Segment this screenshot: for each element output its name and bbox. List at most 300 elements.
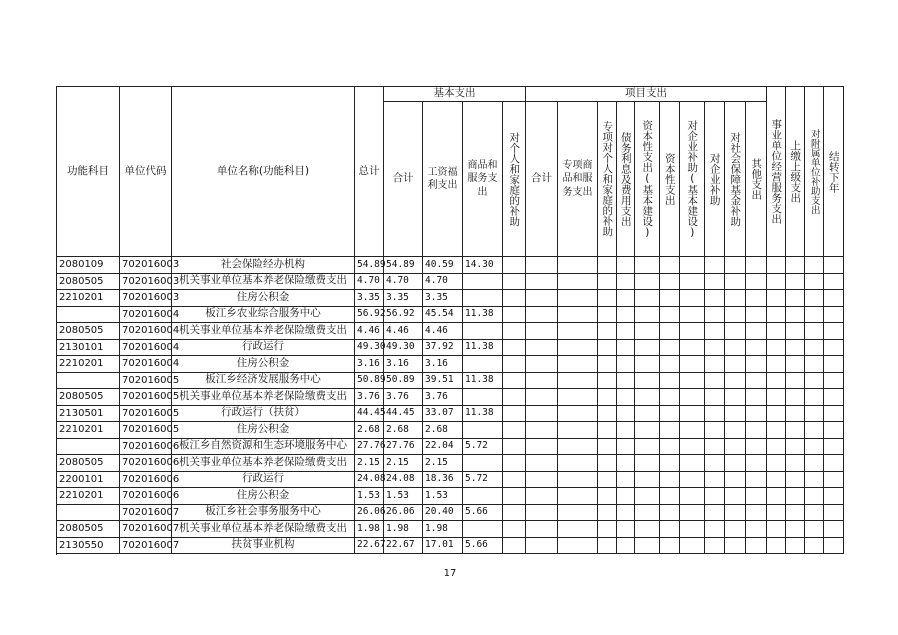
cell-empty bbox=[725, 505, 746, 522]
cell-goods-services: 11.38 bbox=[463, 307, 503, 324]
cell-empty bbox=[805, 439, 824, 456]
cell-empty bbox=[680, 257, 705, 274]
header-business-operations: 事业单位经营服务支出 bbox=[770, 119, 783, 224]
cell-empty bbox=[746, 323, 767, 340]
cell-unit-name: 机关事业单位基本养老保险缴费支出 bbox=[172, 274, 355, 291]
cell-empty bbox=[767, 257, 786, 274]
cell-empty bbox=[660, 274, 680, 291]
cell-empty bbox=[503, 290, 526, 307]
cell-unit-code: 702016004 bbox=[120, 323, 172, 340]
cell-unit-name: 机关事业单位基本养老保险缴费支出 bbox=[172, 323, 355, 340]
header-unit-name: 单位名称(功能科目) bbox=[172, 87, 355, 257]
cell-empty bbox=[725, 439, 746, 456]
cell-empty bbox=[746, 274, 767, 291]
cell-basic-subtotal: 26.06 bbox=[384, 505, 423, 522]
cell-empty bbox=[767, 307, 786, 324]
cell-wages-welfare: 2.15 bbox=[423, 455, 463, 472]
cell-goods-services: 5.66 bbox=[463, 538, 503, 555]
cell-empty bbox=[598, 257, 617, 274]
cell-empty bbox=[635, 389, 660, 406]
cell-wages-welfare: 37.92 bbox=[423, 340, 463, 357]
cell-empty bbox=[617, 373, 635, 390]
cell-wages-welfare: 3.76 bbox=[423, 389, 463, 406]
cell-empty bbox=[526, 340, 558, 357]
cell-empty bbox=[805, 422, 824, 439]
cell-empty bbox=[660, 290, 680, 307]
cell-empty bbox=[660, 406, 680, 423]
cell-total: 22.67 bbox=[355, 538, 384, 555]
cell-empty bbox=[660, 356, 680, 373]
cell-total: 1.53 bbox=[355, 488, 384, 505]
cell-wages-welfare: 2.68 bbox=[423, 422, 463, 439]
cell-empty bbox=[824, 406, 844, 423]
cell-function-code bbox=[57, 307, 120, 324]
cell-goods-services bbox=[463, 389, 503, 406]
cell-empty bbox=[503, 455, 526, 472]
cell-goods-services: 11.38 bbox=[463, 373, 503, 390]
cell-empty bbox=[786, 472, 805, 489]
cell-wages-welfare: 18.36 bbox=[423, 472, 463, 489]
cell-empty bbox=[725, 356, 746, 373]
cell-empty bbox=[725, 323, 746, 340]
cell-function-code: 2130101 bbox=[57, 340, 120, 357]
cell-empty bbox=[660, 521, 680, 538]
cell-empty bbox=[635, 439, 660, 456]
cell-unit-code: 702016006 bbox=[120, 472, 172, 489]
cell-function-code: 2210201 bbox=[57, 422, 120, 439]
cell-empty bbox=[725, 274, 746, 291]
cell-empty bbox=[558, 521, 598, 538]
cell-empty bbox=[617, 505, 635, 522]
cell-empty bbox=[824, 505, 844, 522]
header-goods-services: 商品和服务支出 bbox=[463, 102, 503, 257]
cell-empty bbox=[680, 274, 705, 291]
cell-empty bbox=[767, 455, 786, 472]
cell-empty bbox=[786, 373, 805, 390]
cell-unit-name: 住房公积金 bbox=[172, 290, 355, 307]
cell-function-code: 2130550 bbox=[57, 538, 120, 555]
header-debt-interest: 债务利息及费用支出 bbox=[619, 131, 632, 227]
header-capital-basic: 资本性支出(基本建设) bbox=[641, 119, 654, 239]
cell-goods-services: 11.38 bbox=[463, 406, 503, 423]
cell-empty bbox=[598, 455, 617, 472]
cell-empty bbox=[526, 406, 558, 423]
cell-goods-services bbox=[463, 323, 503, 340]
cell-empty bbox=[805, 323, 824, 340]
cell-empty bbox=[746, 307, 767, 324]
cell-empty bbox=[526, 373, 558, 390]
cell-unit-name: 板江乡社会事务服务中心 bbox=[172, 505, 355, 522]
cell-empty bbox=[767, 422, 786, 439]
cell-empty bbox=[725, 373, 746, 390]
cell-empty bbox=[635, 356, 660, 373]
cell-empty bbox=[725, 455, 746, 472]
header-debt-interest-cell bbox=[617, 102, 635, 257]
cell-empty bbox=[526, 323, 558, 340]
cell-total: 44.45 bbox=[355, 406, 384, 423]
cell-empty bbox=[558, 439, 598, 456]
cell-empty bbox=[805, 521, 824, 538]
cell-empty bbox=[558, 340, 598, 357]
cell-empty bbox=[824, 257, 844, 274]
cell-empty bbox=[824, 290, 844, 307]
cell-empty bbox=[635, 488, 660, 505]
cell-unit-name: 机关事业单位基本养老保险缴费支出 bbox=[172, 521, 355, 538]
header-capital-basic-cell bbox=[635, 102, 660, 257]
cell-goods-services: 5.72 bbox=[463, 472, 503, 489]
cell-basic-subtotal: 4.70 bbox=[384, 274, 423, 291]
cell-empty bbox=[598, 373, 617, 390]
header-project-subtotal: 合计 bbox=[526, 102, 558, 257]
cell-empty bbox=[725, 472, 746, 489]
cell-total: 2.15 bbox=[355, 455, 384, 472]
cell-wages-welfare: 22.04 bbox=[423, 439, 463, 456]
cell-empty bbox=[617, 488, 635, 505]
cell-empty bbox=[680, 488, 705, 505]
cell-empty bbox=[680, 290, 705, 307]
cell-empty bbox=[558, 455, 598, 472]
cell-empty bbox=[598, 488, 617, 505]
cell-empty bbox=[598, 538, 617, 555]
cell-goods-services: 5.72 bbox=[463, 439, 503, 456]
cell-unit-name: 住房公积金 bbox=[172, 488, 355, 505]
cell-empty bbox=[617, 257, 635, 274]
cell-empty bbox=[786, 290, 805, 307]
cell-basic-subtotal: 1.53 bbox=[384, 488, 423, 505]
cell-unit-code: 702016006 bbox=[120, 455, 172, 472]
cell-empty bbox=[705, 323, 725, 340]
header-subsidiary-subsidy-cell bbox=[805, 87, 824, 257]
cell-empty bbox=[680, 406, 705, 423]
cell-empty bbox=[503, 257, 526, 274]
page-number: 17 bbox=[443, 568, 457, 579]
cell-goods-services bbox=[463, 422, 503, 439]
cell-empty bbox=[635, 274, 660, 291]
cell-empty bbox=[558, 373, 598, 390]
header-social-security-subsidy: 对社会保障基金补助 bbox=[729, 131, 742, 227]
cell-empty bbox=[598, 521, 617, 538]
cell-goods-services bbox=[463, 274, 503, 291]
cell-empty bbox=[767, 521, 786, 538]
cell-empty bbox=[767, 373, 786, 390]
cell-empty bbox=[660, 422, 680, 439]
cell-empty bbox=[660, 389, 680, 406]
cell-empty bbox=[805, 406, 824, 423]
cell-empty bbox=[746, 373, 767, 390]
cell-empty bbox=[705, 488, 725, 505]
header-wages-welfare: 工资福利支出 bbox=[423, 102, 463, 257]
cell-empty bbox=[617, 307, 635, 324]
cell-empty bbox=[558, 356, 598, 373]
cell-empty bbox=[805, 538, 824, 555]
cell-function-code: 2080505 bbox=[57, 521, 120, 538]
cell-empty bbox=[767, 356, 786, 373]
cell-empty bbox=[558, 274, 598, 291]
cell-empty bbox=[725, 290, 746, 307]
cell-empty bbox=[725, 389, 746, 406]
cell-empty bbox=[503, 406, 526, 423]
cell-empty bbox=[558, 406, 598, 423]
cell-total: 1.98 bbox=[355, 521, 384, 538]
cell-empty bbox=[526, 307, 558, 324]
cell-function-code: 2080505 bbox=[57, 274, 120, 291]
cell-empty bbox=[598, 422, 617, 439]
cell-empty bbox=[635, 521, 660, 538]
cell-wages-welfare: 3.35 bbox=[423, 290, 463, 307]
cell-empty bbox=[767, 323, 786, 340]
cell-empty bbox=[767, 472, 786, 489]
cell-empty bbox=[725, 488, 746, 505]
cell-goods-services: 14.30 bbox=[463, 257, 503, 274]
cell-empty bbox=[824, 274, 844, 291]
cell-unit-code: 702016003 bbox=[120, 274, 172, 291]
cell-empty bbox=[680, 505, 705, 522]
cell-empty bbox=[660, 323, 680, 340]
cell-empty bbox=[526, 290, 558, 307]
cell-empty bbox=[503, 538, 526, 555]
cell-empty bbox=[725, 340, 746, 357]
cell-total: 49.30 bbox=[355, 340, 384, 357]
cell-total: 26.06 bbox=[355, 505, 384, 522]
cell-total: 2.68 bbox=[355, 422, 384, 439]
cell-empty bbox=[503, 340, 526, 357]
cell-function-code: 2080109 bbox=[57, 257, 120, 274]
cell-unit-name: 行政运行 bbox=[172, 340, 355, 357]
header-social-security-cell bbox=[725, 102, 746, 257]
cell-empty bbox=[526, 521, 558, 538]
cell-empty bbox=[805, 505, 824, 522]
cell-empty bbox=[680, 323, 705, 340]
cell-empty bbox=[680, 439, 705, 456]
cell-unit-code: 702016005 bbox=[120, 389, 172, 406]
cell-empty bbox=[680, 373, 705, 390]
cell-empty bbox=[824, 356, 844, 373]
cell-empty bbox=[558, 538, 598, 555]
cell-wages-welfare: 4.46 bbox=[423, 323, 463, 340]
cell-empty bbox=[805, 307, 824, 324]
cell-empty bbox=[558, 422, 598, 439]
cell-empty bbox=[598, 290, 617, 307]
cell-empty bbox=[786, 257, 805, 274]
cell-function-code bbox=[57, 439, 120, 456]
cell-empty bbox=[767, 488, 786, 505]
cell-empty bbox=[746, 406, 767, 423]
cell-total: 4.46 bbox=[355, 323, 384, 340]
cell-goods-services bbox=[463, 356, 503, 373]
header-total: 总计 bbox=[355, 87, 384, 257]
cell-function-code: 2200101 bbox=[57, 472, 120, 489]
cell-empty bbox=[635, 257, 660, 274]
cell-empty bbox=[680, 422, 705, 439]
cell-empty bbox=[746, 521, 767, 538]
cell-empty bbox=[617, 274, 635, 291]
cell-empty bbox=[503, 488, 526, 505]
cell-empty bbox=[824, 472, 844, 489]
cell-wages-welfare: 40.59 bbox=[423, 257, 463, 274]
cell-empty bbox=[725, 521, 746, 538]
cell-empty bbox=[598, 340, 617, 357]
header-special-subsidy-cell bbox=[598, 102, 617, 257]
cell-empty bbox=[705, 455, 725, 472]
cell-empty bbox=[503, 307, 526, 324]
cell-empty bbox=[558, 488, 598, 505]
cell-empty bbox=[824, 307, 844, 324]
cell-empty bbox=[526, 274, 558, 291]
cell-total: 24.08 bbox=[355, 472, 384, 489]
cell-empty bbox=[824, 422, 844, 439]
cell-empty bbox=[598, 439, 617, 456]
cell-empty bbox=[598, 505, 617, 522]
cell-empty bbox=[617, 290, 635, 307]
cell-empty bbox=[767, 538, 786, 555]
cell-empty bbox=[746, 472, 767, 489]
cell-empty bbox=[705, 290, 725, 307]
cell-empty bbox=[746, 505, 767, 522]
cell-empty bbox=[617, 406, 635, 423]
cell-empty bbox=[558, 307, 598, 324]
cell-empty bbox=[635, 340, 660, 357]
cell-empty bbox=[660, 472, 680, 489]
cell-wages-welfare: 39.51 bbox=[423, 373, 463, 390]
cell-unit-name: 住房公积金 bbox=[172, 356, 355, 373]
cell-empty bbox=[805, 356, 824, 373]
cell-basic-subtotal: 27.76 bbox=[384, 439, 423, 456]
cell-empty bbox=[767, 274, 786, 291]
cell-empty bbox=[635, 406, 660, 423]
cell-basic-subtotal: 22.67 bbox=[384, 538, 423, 555]
cell-basic-subtotal: 2.68 bbox=[384, 422, 423, 439]
cell-total: 27.76 bbox=[355, 439, 384, 456]
cell-total: 56.92 bbox=[355, 307, 384, 324]
cell-empty bbox=[725, 422, 746, 439]
cell-unit-name: 机关事业单位基本养老保险缴费支出 bbox=[172, 389, 355, 406]
cell-empty bbox=[824, 538, 844, 555]
cell-empty bbox=[617, 356, 635, 373]
cell-empty bbox=[635, 422, 660, 439]
cell-empty bbox=[767, 290, 786, 307]
cell-empty bbox=[705, 538, 725, 555]
cell-empty bbox=[598, 323, 617, 340]
cell-basic-subtotal: 4.46 bbox=[384, 323, 423, 340]
cell-empty bbox=[617, 389, 635, 406]
cell-function-code: 2210201 bbox=[57, 356, 120, 373]
cell-unit-name: 扶贫事业机构 bbox=[172, 538, 355, 555]
header-capital-cell bbox=[660, 102, 680, 257]
cell-basic-subtotal: 1.98 bbox=[384, 521, 423, 538]
cell-empty bbox=[746, 538, 767, 555]
cell-unit-code: 702016005 bbox=[120, 406, 172, 423]
header-other-cell bbox=[746, 102, 767, 257]
cell-empty bbox=[635, 472, 660, 489]
header-unit-code: 单位代码 bbox=[120, 87, 172, 257]
header-enterprise-subsidy-basic: 对企业补助(基本建设) bbox=[686, 119, 699, 239]
cell-empty bbox=[558, 290, 598, 307]
cell-wages-welfare: 4.70 bbox=[423, 274, 463, 291]
cell-empty bbox=[767, 406, 786, 423]
cell-basic-subtotal: 49.30 bbox=[384, 340, 423, 357]
cell-function-code bbox=[57, 505, 120, 522]
cell-empty bbox=[786, 307, 805, 324]
cell-unit-code: 702016004 bbox=[120, 307, 172, 324]
cell-empty bbox=[558, 389, 598, 406]
cell-basic-subtotal: 44.45 bbox=[384, 406, 423, 423]
cell-empty bbox=[805, 257, 824, 274]
cell-empty bbox=[746, 439, 767, 456]
cell-empty bbox=[746, 290, 767, 307]
cell-wages-welfare: 45.54 bbox=[423, 307, 463, 324]
expenditure-table bbox=[56, 86, 844, 555]
header-special-subsidy-individuals: 专项对个人和家庭的补助 bbox=[601, 121, 614, 237]
cell-unit-name: 社会保险经办机构 bbox=[172, 257, 355, 274]
cell-basic-subtotal: 54.89 bbox=[384, 257, 423, 274]
cell-empty bbox=[786, 389, 805, 406]
cell-empty bbox=[503, 356, 526, 373]
cell-empty bbox=[805, 472, 824, 489]
header-remit-upper: 上缴上级支出 bbox=[789, 140, 802, 203]
cell-empty bbox=[767, 340, 786, 357]
cell-unit-code: 702016004 bbox=[120, 340, 172, 357]
cell-empty bbox=[805, 274, 824, 291]
cell-wages-welfare: 17.01 bbox=[423, 538, 463, 555]
cell-empty bbox=[617, 439, 635, 456]
cell-unit-code: 702016004 bbox=[120, 356, 172, 373]
cell-function-code: 2080505 bbox=[57, 389, 120, 406]
cell-total: 3.35 bbox=[355, 290, 384, 307]
header-other: 其他支出 bbox=[750, 158, 763, 200]
cell-empty bbox=[705, 307, 725, 324]
cell-empty bbox=[805, 340, 824, 357]
cell-unit-name: 板江乡农业综合服务中心 bbox=[172, 307, 355, 324]
cell-empty bbox=[526, 257, 558, 274]
cell-empty bbox=[617, 422, 635, 439]
cell-empty bbox=[786, 505, 805, 522]
cell-unit-name: 行政运行 bbox=[172, 472, 355, 489]
cell-empty bbox=[824, 439, 844, 456]
cell-empty bbox=[786, 340, 805, 357]
cell-unit-code: 702016006 bbox=[120, 439, 172, 456]
cell-unit-code: 702016007 bbox=[120, 538, 172, 555]
cell-empty bbox=[598, 274, 617, 291]
cell-empty bbox=[705, 389, 725, 406]
cell-empty bbox=[526, 538, 558, 555]
cell-empty bbox=[786, 274, 805, 291]
header-subsidy-individuals: 对个人和家庭的补助 bbox=[508, 131, 521, 227]
header-special-goods-services: 专项商品和服务支出 bbox=[558, 102, 598, 257]
cell-empty bbox=[746, 422, 767, 439]
cell-goods-services bbox=[463, 488, 503, 505]
cell-empty bbox=[526, 472, 558, 489]
header-enterprise-basic-cell bbox=[680, 102, 705, 257]
cell-empty bbox=[680, 538, 705, 555]
cell-empty bbox=[680, 472, 705, 489]
cell-empty bbox=[558, 257, 598, 274]
cell-empty bbox=[705, 356, 725, 373]
cell-empty bbox=[725, 406, 746, 423]
cell-basic-subtotal: 3.16 bbox=[384, 356, 423, 373]
header-capital: 资本性支出 bbox=[663, 152, 676, 206]
cell-basic-subtotal: 3.35 bbox=[384, 290, 423, 307]
cell-empty bbox=[660, 455, 680, 472]
cell-empty bbox=[786, 422, 805, 439]
cell-total: 50.89 bbox=[355, 373, 384, 390]
cell-basic-subtotal: 50.89 bbox=[384, 373, 423, 390]
cell-function-code: 2080505 bbox=[57, 323, 120, 340]
cell-empty bbox=[746, 389, 767, 406]
header-remit-upper-cell bbox=[786, 87, 805, 257]
cell-unit-code: 702016005 bbox=[120, 373, 172, 390]
header-basic-expenditure: 基本支出 bbox=[384, 87, 526, 102]
cell-unit-code: 702016006 bbox=[120, 488, 172, 505]
